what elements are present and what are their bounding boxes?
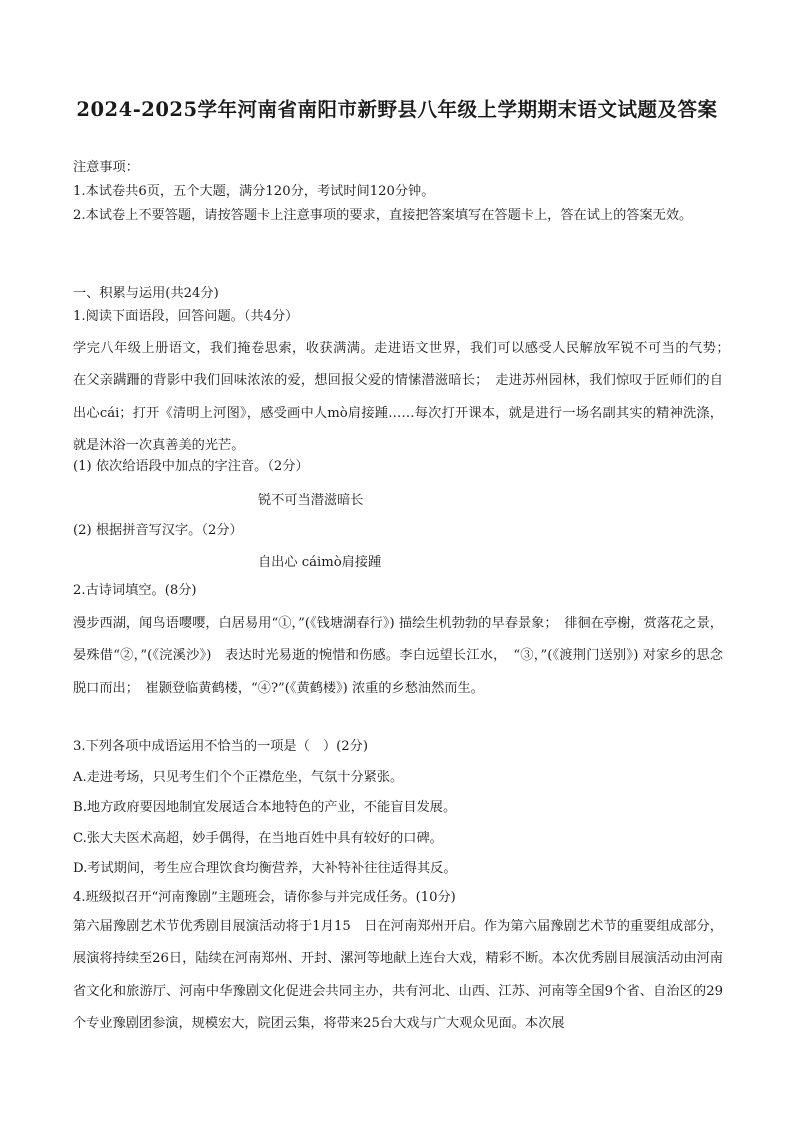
section-1-heading: 一、积累与运用(共24分) bbox=[73, 286, 219, 301]
question-1-sub-1-words: 锐不可当潜滋暗长 bbox=[258, 493, 364, 508]
question-1-sub-2: (2) 根据拼音写汉字。（2分） bbox=[73, 523, 243, 538]
notice-heading: 注意事项： bbox=[73, 160, 139, 175]
question-4-passage: 第六届豫剧艺术节优秀剧目展演活动将于1月15 日在河南郑州开启。作为第六届豫剧艺术节的重要组成部分，展演将持续至26日，陆续在河南郑州、开封、漯河等地献上连台大戏，精彩不断。本次优秀剧目展演活动由河南省文化和旅游厅、河南中华豫剧文化促进会共同主办，共有河北、山西、江苏、河南等全国9个省、自治区的29 个专业豫剧团参演，规模宏大，院团云集，将带来25台大戏与广大观众见面。本次展 bbox=[73, 919, 741, 1032]
question-2-passage: 漫步西湖，闻鸟语嘤嘤，白居易用“①，”(《钱塘湖春行》) 描绘生机勃勃的早春景象； 徘徊在亭榭，赏落花之景，晏殊借“②，”(《浣溪沙》) 表达时光易逝的惋惜和伤感。李白远望长江水， “③，”(《渡荆门送别》) 对家乡的思念脱口而出； 崔颢登临黄鹤楼，“④?”(《黄鹤楼》) 浓重的乡愁油然而生。 bbox=[73, 616, 723, 696]
notice-item-1: 1.本试卷共6页，五个大题，满分120分，考试时间120分钟。 bbox=[73, 184, 435, 199]
question-1-sub-2-words: 自出心 cáimò肩接踵 bbox=[258, 555, 382, 570]
question-3-option-a: A.走进考场，只见考生们个个正襟危坐，气氛十分紧张。 bbox=[73, 770, 404, 785]
notice-item-2: 2.本试卷上不要答题，请按答题卡上注意事项的要求，直接把答案填写在答题卡上，答在试上的答案无效。 bbox=[73, 208, 693, 223]
question-1-sub-1: (1) 依次给语段中加点的字注音。（2分） bbox=[73, 459, 309, 474]
question-3-prompt: 3.下列各项中成语运用不恰当的一项是（ ）(2分) bbox=[73, 739, 369, 754]
question-1-prompt: 1.阅读下面语段，回答问题。（共4分） bbox=[73, 309, 299, 324]
question-4-prompt: 4.班级拟召开“河南豫剧”主题班会，请你参与并完成任务。(10分) bbox=[73, 890, 456, 905]
question-3-option-b: B.地方政府要因地制宜发展适合本地特色的产业，不能盲目发展。 bbox=[73, 800, 457, 815]
document-title: 2024-2025学年河南省南阳市新野县八年级上学期期末语文试题及答案 bbox=[76, 98, 718, 121]
question-3-option-d: D.考试期间，考生应合理饮食均衡营养，大补特补往往适得其反。 bbox=[73, 861, 457, 876]
question-2-prompt: 2.古诗词填空。(8分) bbox=[73, 583, 197, 598]
question-1-passage: 学完八年级上册语文，我们掩卷思索，收获满满。走进语文世界，我们可以感受人民解放军锐不可当的气势； 在父亲蹒跚的背影中我们回味浓浓的爱，想回报父爱的情愫潜滋暗长； 走进苏州园林，我们惊叹于匠师们的自出心cái；打开《清明上河图》，感受画中人mò肩接踵……每次打开课本，就是进行一场名副其实的精神洗涤，就是沐浴一次真善美的光芒。 bbox=[73, 341, 737, 454]
question-3-option-c: C.张大夫医术高超，妙手偶得，在当地百姓中具有较好的口碑。 bbox=[73, 831, 443, 846]
